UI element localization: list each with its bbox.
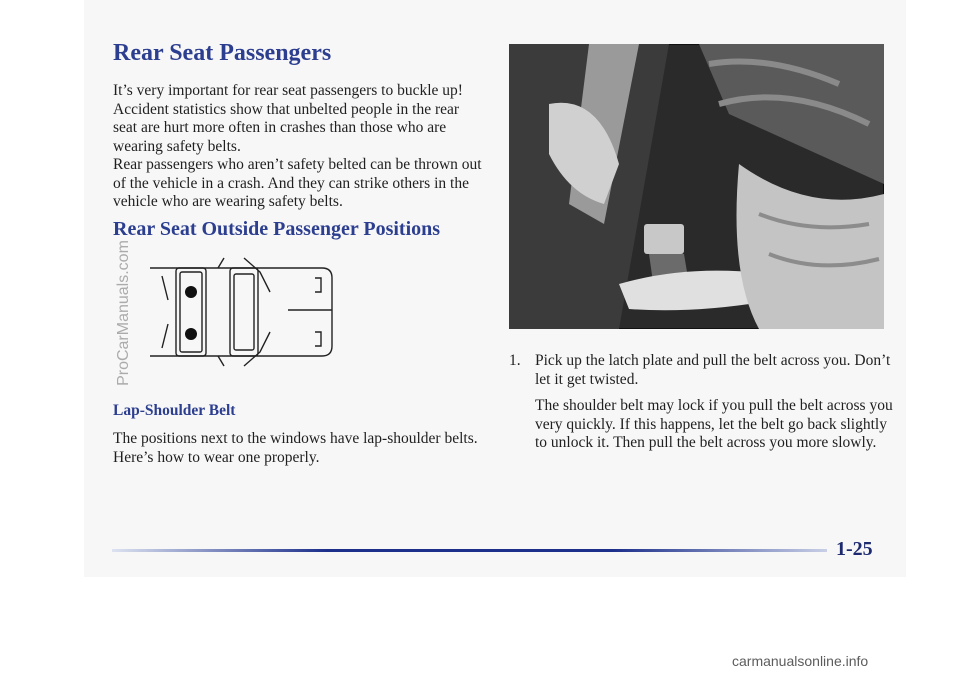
footer-rule xyxy=(112,549,827,552)
rear-door-lines xyxy=(162,276,168,348)
seat-belt-photo xyxy=(509,44,884,329)
subsection-title: Lap-Shoulder Belt xyxy=(113,402,236,419)
step-note: The shoulder belt may lock if you pull the belt across you very quickly. If this happens, let the belt go back slightly to unlock it. Then pull the belt across you more slowly. xyxy=(535,397,893,451)
latch-plate xyxy=(644,224,684,254)
step-number: 1. xyxy=(509,352,521,369)
section-title: Rear Seat Outside Passenger Positions xyxy=(113,218,441,240)
seat-position-diagram xyxy=(110,252,342,372)
page-title: Rear Seat Passengers xyxy=(113,40,332,66)
mirror-marks xyxy=(315,278,321,346)
step-text: Pick up the latch plate and pull the belt across you. Don’t let it get twisted. xyxy=(535,352,891,388)
subsection-paragraph: The positions next to the windows have lap-shoulder belts. Here’s how to wear one properly. xyxy=(113,430,478,466)
right-passenger-marker xyxy=(185,328,197,340)
footer-watermark[interactable]: carmanualsonline.info xyxy=(732,653,869,669)
door-pillars xyxy=(218,258,224,366)
side-watermark xyxy=(116,238,132,388)
intro-paragraph-2: Rear passengers who aren’t safety belted can be thrown out of the vehicle in a crash. And they can strike others in the vehicle who are wearing safety belts. xyxy=(113,156,482,210)
intro-paragraph-1: It’s very important for rear seat passengers to buckle up! Accident statistics show that unbelted people in the rear seat are hurt more often in crashes than those who are wearing safety belts. xyxy=(113,82,463,155)
page-number: 1-25 xyxy=(836,538,873,560)
side-watermark-text: ProCarManuals.com xyxy=(115,240,133,386)
left-passenger-marker xyxy=(185,286,197,298)
vehicle-body-outline xyxy=(150,268,332,356)
